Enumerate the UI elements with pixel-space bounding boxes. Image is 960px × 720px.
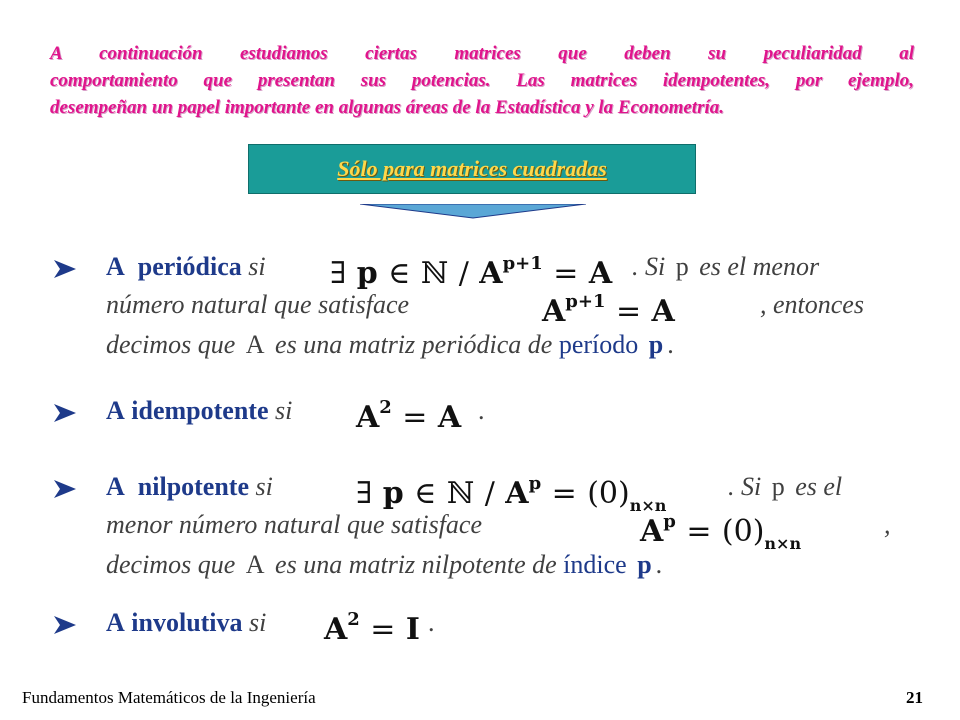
down-arrow-icon (360, 204, 586, 220)
nilpotent-formula-2: $A^p = (0)_{n\times n}$ (640, 511, 802, 553)
page-number: 21 (906, 688, 923, 707)
involutive-formula: $A^2 = I$ (324, 609, 420, 647)
intro-line-3: desempeñan un papel importante en algunas áreas de la Estadística y la Econometría. (50, 97, 725, 118)
arrowhead-bullet-icon (52, 614, 78, 636)
nilpotent-line-2: menor número natural que satisface (106, 510, 482, 539)
periodic-A: A (106, 252, 125, 281)
square-matrices-banner (248, 144, 696, 194)
periodic-line-3: decimos que A es una matriz periódica de período p . (106, 330, 674, 359)
periodic-line-1-tail: . Si p es el menor (632, 252, 820, 281)
footer-title: Fundamentos Matemáticos de la Ingeniería (22, 688, 316, 707)
involutive-line: A involutiva si (106, 608, 267, 637)
idempotent-line: A idempotente si (106, 396, 293, 425)
involutive-dot: . (428, 608, 435, 637)
periodic-si: si (248, 252, 266, 281)
idempotent-dot: . (478, 396, 485, 425)
periodic-line-1 (106, 250, 266, 284)
arrowhead-bullet-icon (52, 258, 78, 280)
intro-line-2: comportamiento que presentan sus potencias. Las matrices idempotentes, por ejemplo, (50, 70, 914, 91)
periodic-formula: ∃ p ∈ ℕ / $A^{p+1} = A$ (330, 253, 613, 291)
intro-line-1: A continuación estudiamos ciertas matrices que deben su peculiaridad al (50, 43, 914, 64)
periodic-line-2-tail: , entonces (760, 290, 864, 319)
banner-label: Sólo para matrices cuadradas (337, 156, 607, 181)
periodic-term: periódica (137, 252, 242, 281)
idempotent-formula: $A^2 = A$ (356, 397, 462, 435)
involutive-term: involutiva (131, 608, 243, 637)
idempotent-term: idempotente (131, 396, 269, 425)
nilpotent-formula: ∃ p ∈ ℕ / $A^p = (0)_{n\times n}$ (356, 473, 667, 515)
nilpotent-term: nilpotente (137, 472, 250, 501)
intro-paragraph (50, 40, 914, 121)
nilpotent-line-2-tail: , (884, 510, 891, 539)
nilpotent-line-1: A nilpotente si (106, 472, 273, 501)
arrowhead-bullet-icon (52, 478, 78, 500)
periodic-line-2: número natural que satisface (106, 290, 410, 319)
nilpotent-line-1-tail: . Si p es el (728, 472, 843, 501)
periodic-formula-2: $A^{p+1} = A$ (542, 291, 675, 329)
nilpotent-line-3: decimos que A es una matriz nilpotente de índice p . (106, 550, 663, 579)
arrowhead-bullet-icon (52, 402, 78, 424)
